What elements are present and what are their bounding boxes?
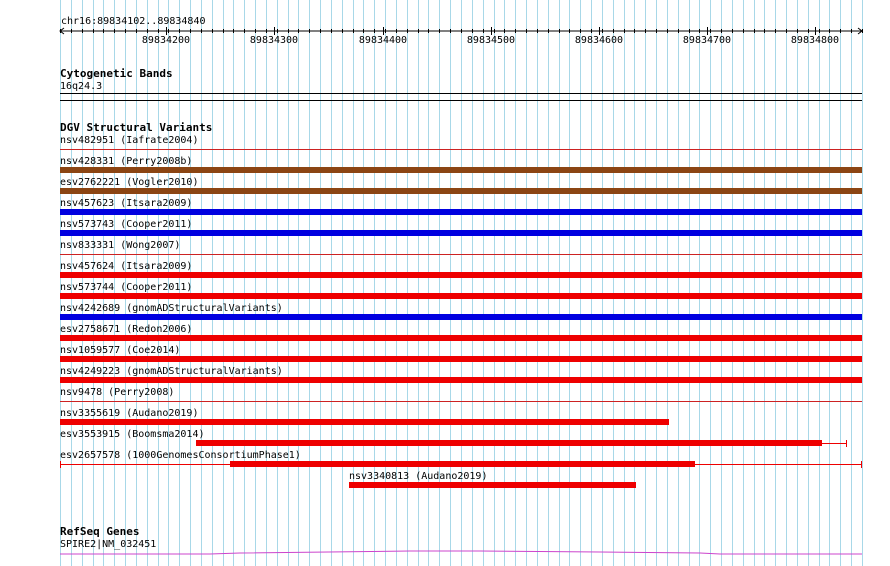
ruler-tick-label: 89834700 bbox=[682, 35, 732, 46]
feature-bar[interactable] bbox=[60, 335, 862, 341]
feature-bar[interactable] bbox=[230, 461, 695, 467]
ruler-tick-label: 89834200 bbox=[141, 35, 191, 46]
feature-bar[interactable] bbox=[60, 356, 862, 362]
feature-label: esv3553915 (Boomsma2014) bbox=[60, 429, 205, 440]
feature-label: esv2657578 (1000GenomesConsortiumPhase1) bbox=[60, 450, 301, 461]
feature-label: nsv833331 (Wong2007) bbox=[60, 240, 181, 251]
feature-bar[interactable] bbox=[60, 254, 862, 255]
ruler-axis bbox=[0, 25, 890, 39]
feature-label: nsv457624 (Itsara2009) bbox=[60, 261, 193, 272]
feature-label: nsv482951 (Iafrate2004) bbox=[60, 135, 199, 146]
ruler-location: chr16:89834102..89834840 bbox=[61, 16, 206, 27]
feature-label: nsv4242689 (gnomADStructuralVariants) bbox=[60, 303, 283, 314]
feature-bar[interactable] bbox=[60, 272, 862, 278]
refseq-track-title[interactable]: RefSeq Genes bbox=[60, 525, 140, 538]
feature-label: esv2762221 (Vogler2010) bbox=[60, 177, 199, 188]
feature-label: nsv428331 (Perry2008b) bbox=[60, 156, 193, 167]
feature-bar[interactable] bbox=[349, 482, 636, 488]
feature-bar[interactable] bbox=[60, 209, 862, 215]
cytoband-track-title[interactable]: Cytogenetic Bands bbox=[60, 67, 173, 80]
feature-connector bbox=[822, 443, 846, 444]
feature-label: nsv3355619 (Audano2019) bbox=[60, 408, 199, 419]
feature-bar[interactable] bbox=[60, 419, 669, 425]
gene-label: SPIRE2|NM_032451 bbox=[60, 539, 157, 550]
feature-label: nsv1059577 (Coe2014) bbox=[60, 345, 181, 356]
feature-bar[interactable] bbox=[60, 230, 862, 236]
feature-label: nsv573743 (Cooper2011) bbox=[60, 219, 193, 230]
ruler-tick-label: 89834800 bbox=[790, 35, 840, 46]
ruler-tick-label: 89834600 bbox=[574, 35, 624, 46]
feature-bar[interactable] bbox=[196, 440, 822, 446]
feature-bar[interactable] bbox=[60, 188, 862, 194]
feature-label: esv2758671 (Redon2006) bbox=[60, 324, 193, 335]
feature-bar[interactable] bbox=[60, 377, 862, 383]
feature-end-cap bbox=[846, 440, 847, 447]
feature-bar[interactable] bbox=[60, 167, 862, 173]
feature-label: nsv457623 (Itsara2009) bbox=[60, 198, 193, 209]
feature-start-cap bbox=[60, 461, 61, 468]
cytoband-label: 16q24.3 bbox=[60, 81, 103, 92]
cytoband-band-outline-top[interactable] bbox=[60, 93, 862, 94]
feature-bar[interactable] bbox=[60, 149, 862, 150]
feature-label: nsv3340813 (Audano2019) bbox=[349, 471, 488, 482]
ruler-tick-label: 89834400 bbox=[358, 35, 408, 46]
feature-bar[interactable] bbox=[60, 314, 862, 320]
feature-end-cap bbox=[861, 461, 862, 468]
feature-label: nsv4249223 (gnomADStructuralVariants) bbox=[60, 366, 283, 377]
feature-label: nsv9478 (Perry2008) bbox=[60, 387, 175, 398]
gene-model[interactable] bbox=[0, 548, 890, 558]
dgv-track-title[interactable]: DGV Structural Variants bbox=[60, 121, 213, 134]
ruler-tick-label: 89834500 bbox=[466, 35, 516, 46]
feature-bar[interactable] bbox=[60, 293, 862, 299]
ruler-tick-label: 89834300 bbox=[249, 35, 299, 46]
feature-label: nsv573744 (Cooper2011) bbox=[60, 282, 193, 293]
feature-bar[interactable] bbox=[60, 401, 862, 402]
cytoband-band-outline-bottom[interactable] bbox=[60, 100, 862, 101]
